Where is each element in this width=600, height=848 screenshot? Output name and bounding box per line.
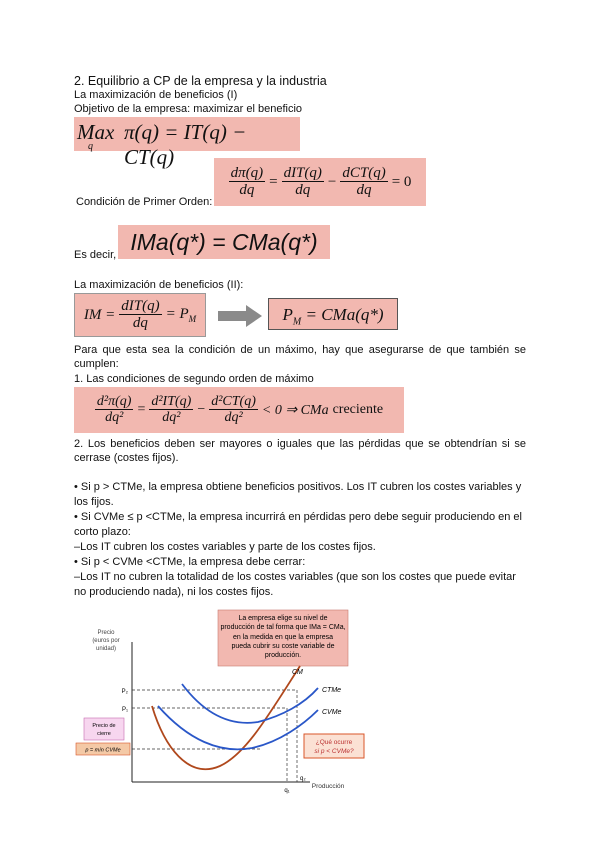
eq-im-rhs-sub: M: [188, 314, 197, 324]
note-line-1: La empresa elige su nivel de: [238, 615, 328, 622]
eq-max-word: Max: [77, 120, 115, 144]
bullet-line-4: corto plazo:: [74, 526, 131, 538]
min-cvme-label: p = mín CVMe: [85, 747, 121, 754]
eq-soc-num2: d²IT(q): [151, 393, 192, 409]
note-line-2: producción de tal forma que IMa = CMa,: [220, 624, 346, 631]
eq-soc-den1: dq²: [105, 410, 124, 426]
eq-soc-tail: < 0 ⇒ CMa: [261, 402, 329, 418]
para-conditions: Para que esta sea la condición de un máximo, hay que asegurarse de que también se cumplen:: [74, 344, 526, 370]
bullet-line-7: –Los IT no cubren la totalidad de los costes variables (que son los costes que puede evitar: [74, 571, 516, 583]
eq-soc-den3: dq²: [224, 410, 243, 426]
cvme-curve: [158, 706, 318, 749]
objective-text: Objetivo de la empresa: maximizar el beneficio: [74, 103, 303, 115]
equation-ima-cma: IMa(q*) = CMa(q*): [118, 225, 330, 259]
question-line-1: ¿Qué ocurre: [315, 739, 353, 746]
eq-cpo-minus: −: [327, 173, 337, 190]
equation-im: [74, 293, 206, 337]
eq-cpo-den3: dq: [356, 182, 372, 199]
y-axis-label-3: unidad): [95, 646, 117, 652]
eq-cpo-den1: dq: [239, 182, 255, 199]
eq-soc-num3: d²CT(q): [211, 393, 256, 409]
es-decir-text: Es decir,: [74, 249, 117, 261]
closure-label-2: cierre: [97, 731, 111, 737]
bullet-line-2: los fijos.: [74, 496, 114, 508]
section-heading: 2. Equilibrio a CP de la empresa y la industria: [74, 74, 327, 88]
eq-im-den: dq: [132, 315, 148, 332]
eq-soc-minus: −: [197, 402, 206, 417]
cost-curves-diagram: [60, 606, 400, 796]
bullet-line-8: no produciendo nada), ni los costes fijos.: [74, 586, 274, 598]
condition-1: 1. Las condiciones de segundo orden de máximo: [74, 373, 314, 385]
eq-cpo-den2: dq: [295, 182, 311, 199]
bullet-line-6: • Si p < CVMe <CTMe, la empresa debe cerrar:: [74, 556, 306, 568]
p1-label: P₁: [121, 707, 128, 713]
bullet-line-3: • Si CVMe ≤ p <CTMe, la empresa incurrirá en pérdidas pero debe seguir produciendo en el: [74, 511, 522, 523]
cm-curve: [152, 666, 300, 769]
eq-im-num: dIT(q): [121, 297, 160, 314]
q1-label: q₁: [284, 788, 290, 794]
bullet-line-5: –Los IT cubren los costes variables y parte de los costes fijos.: [74, 541, 376, 553]
eq-max-subscript: q: [88, 141, 93, 152]
note-line-5: producción.: [264, 652, 302, 659]
eq-im-lhs: IM =: [83, 306, 116, 323]
equation-second-order: [74, 387, 404, 433]
eq-cpo-num1: dπ(q): [230, 164, 264, 181]
subheading-benefits-2: La maximización de beneficios (II):: [74, 279, 244, 291]
eq-pm-rest: = CMa(q*): [301, 305, 384, 324]
question-line-2: si p < CVMe?: [314, 748, 354, 755]
equation-first-order: [214, 158, 426, 206]
eq-soc-num1: d²π(q): [96, 393, 132, 409]
subheading-benefits-1: La maximización de beneficios (I): [74, 89, 238, 101]
q2-label: q₂: [300, 776, 306, 782]
y-axis-label-1: Precio: [97, 630, 115, 636]
first-order-label: Condición de Primer Orden:: [76, 196, 213, 208]
eq-soc-den2: dq²: [162, 410, 181, 426]
cm-curve-label: CM: [292, 669, 303, 676]
eq-cpo-zero: = 0: [391, 173, 412, 190]
p2-label: P₂: [121, 689, 128, 695]
ctme-curve-label: CTMe: [322, 687, 342, 694]
eq-soc-word: creciente: [332, 402, 384, 417]
bullet-line-1: • Si p > CTMe, la empresa obtiene beneficios positivos. Los IT cubren los costes variables y: [74, 481, 522, 493]
closure-label-1: Precio de: [92, 723, 116, 729]
arrow-right-icon: [216, 304, 264, 328]
eq-pm-sub: M: [292, 316, 302, 328]
y-axis-label-2: (euros por: [92, 638, 120, 644]
eq-cpo-num2: dIT(q): [283, 164, 322, 181]
equation-pm-cma: [268, 298, 398, 330]
condition-2: 2. Los beneficios deben ser mayores o iguales que las pérdidas que se obtendrían si se cerrase (costes fijos).: [74, 438, 526, 464]
note-line-4: pueda cubrir su coste variable de: [231, 643, 335, 650]
note-line-3: en la medida en que la empresa: [232, 634, 334, 641]
eq-soc-equals: =: [137, 402, 146, 417]
eq-cpo-equals: =: [269, 173, 278, 190]
equation-max-profit: [74, 117, 300, 169]
x-axis-label: Producción: [311, 783, 345, 790]
eq-max-rest: π(q) = IT(q) − CT(q): [124, 120, 247, 169]
eq-pm-p: P: [282, 305, 293, 324]
eq-cpo-num3: dCT(q): [342, 164, 386, 181]
cvme-curve-label: CVMe: [322, 709, 342, 716]
eq-im-rhs: = P: [165, 306, 189, 322]
